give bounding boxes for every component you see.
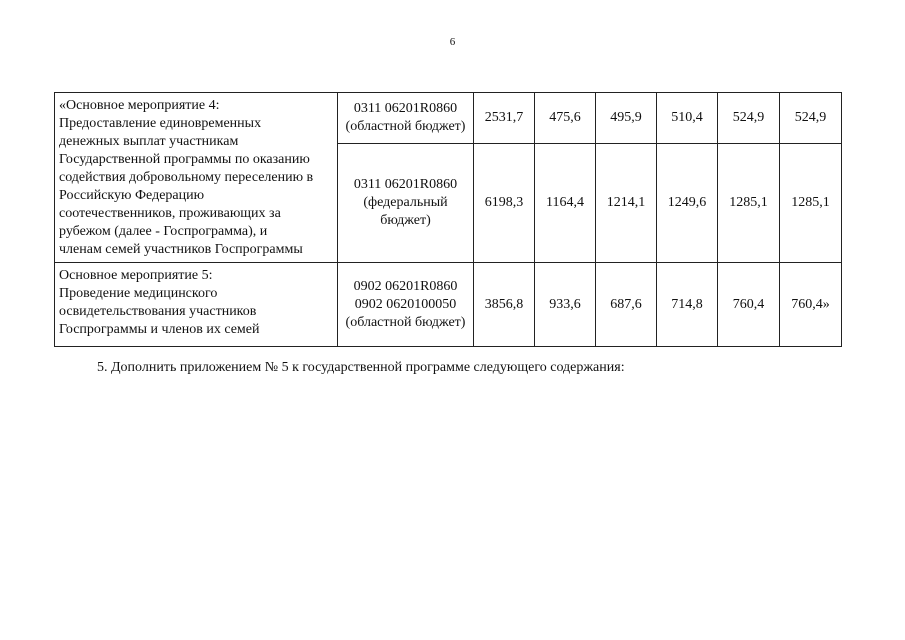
activity-line: содействия добровольному переселению в xyxy=(59,170,314,185)
budget-code-cell xyxy=(338,93,474,144)
value-cell: 687,6 xyxy=(596,263,657,347)
value-cell: 495,9 xyxy=(596,93,657,144)
value-cell: 524,9 xyxy=(718,93,780,144)
activity-line: Проведение медицинского xyxy=(59,286,218,301)
budget-code-line: 0311 06201R0860 xyxy=(353,177,458,192)
value-cell: 1285,1 xyxy=(718,144,780,263)
value-cell: 714,8 xyxy=(657,263,718,347)
value-cell-total: 2531,7 xyxy=(474,93,535,144)
amendment-paragraph: 5. Дополнить приложением № 5 к государственной программе следующего содержания: xyxy=(97,360,625,375)
activity-cell-5 xyxy=(55,263,338,347)
activity-cell-4 xyxy=(55,93,338,263)
activity-line: членам семей участников Госпрограммы xyxy=(59,242,303,257)
budget-code-cell xyxy=(338,263,474,347)
value-cell: 933,6 xyxy=(535,263,596,347)
activity-line: денежных выплат участникам xyxy=(59,134,239,149)
activity-line: Предоставление единовременных xyxy=(59,116,262,131)
activity-line: соотечественников, проживающих за xyxy=(59,206,281,221)
budget-code-line: 0311 06201R0860 xyxy=(353,101,458,116)
budget-code-line: (областной бюджет) xyxy=(345,119,466,134)
value-cell: 475,6 xyxy=(535,93,596,144)
value-cell: 760,4» xyxy=(780,263,842,347)
value-cell: 1164,4 xyxy=(535,144,596,263)
table-row xyxy=(55,93,842,144)
activity-line: освидетельствования участников xyxy=(59,304,257,319)
value-cell: 1285,1 xyxy=(780,144,842,263)
value-cell-total: 6198,3 xyxy=(474,144,535,263)
budget-code-line: 0902 06201R0860 xyxy=(353,278,458,294)
activity-line: Российскую Федерацию xyxy=(59,188,205,203)
value-cell: 1249,6 xyxy=(657,144,718,263)
value-cell: 1214,1 xyxy=(596,144,657,263)
activity-line: «Основное мероприятие 4: xyxy=(59,98,220,113)
budget-code-line: 0902 0620100050 xyxy=(354,296,457,312)
activity-line: Основное мероприятие 5: xyxy=(59,268,213,283)
value-cell: 524,9 xyxy=(780,93,842,144)
budget-code-line: бюджет) xyxy=(380,213,431,228)
activity-line: Государственной программы по оказанию xyxy=(59,152,310,167)
budget-table xyxy=(54,92,842,347)
activity-line: Госпрограммы и членов их семей xyxy=(59,322,260,337)
value-cell: 760,4 xyxy=(718,263,780,347)
budget-code-line: (областной бюджет) xyxy=(345,314,466,330)
value-cell-total: 3856,8 xyxy=(474,263,535,347)
budget-code-line: (федеральный xyxy=(363,195,448,210)
budget-code-cell xyxy=(338,144,474,263)
table-row xyxy=(55,263,842,347)
page-number: 6 xyxy=(449,36,456,48)
activity-line: рубежом (далее - Госпрограмма), и xyxy=(59,224,268,239)
value-cell: 510,4 xyxy=(657,93,718,144)
